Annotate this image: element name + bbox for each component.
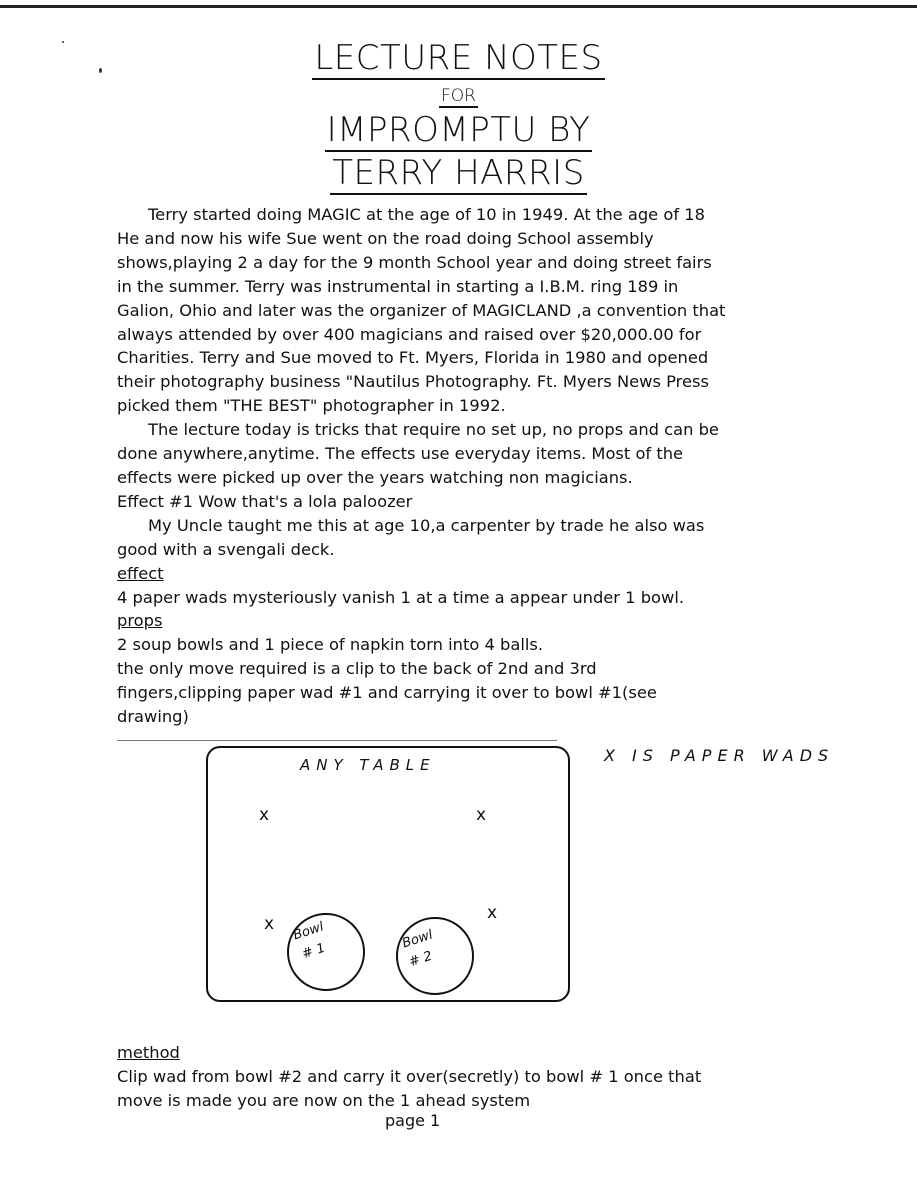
props-line: the only move required is a clip to the back of 2nd and 3rd (117, 659, 597, 679)
method-line: Clip wad from bowl #2 and carry it over(secretly) to bowl # 1 once that (117, 1067, 702, 1086)
divider (117, 740, 557, 741)
props-line: 2 soup bowls and 1 piece of napkin torn into 4 balls. (117, 635, 544, 655)
method-section (117, 1041, 701, 1113)
bio-line: in the summer. Terry was instrumental in starting a I.B.M. ring 189 in (117, 276, 679, 296)
effect-heading: effect (117, 563, 164, 583)
paper-wad-mark: x (264, 914, 275, 934)
title-line-2: FOR (441, 86, 476, 106)
paper-wad-mark: x (487, 903, 498, 923)
method-heading: method (117, 1043, 180, 1062)
title-line-1: LECTURE NOTES (314, 38, 603, 78)
effect-text: 4 paper wads mysteriously vanish 1 at a time a appear under 1 bowl. (117, 587, 685, 607)
body-text (117, 203, 817, 729)
page-number: page 1 (385, 1111, 441, 1130)
bio-line: picked them "THE BEST" photographer in 1992. (117, 396, 506, 416)
bio-line: their photography business "Nautilus Photography. Ft. Myers News Press (117, 372, 709, 392)
bio-line: shows,playing 2 a day for the 9 month School year and doing street fairs (117, 252, 712, 272)
lecture-line: The lecture today is tricks that require no set up, no props and can be (148, 420, 719, 440)
legend-label: X IS PAPER WADS (604, 746, 835, 765)
table-label: ANY TABLE (300, 756, 436, 774)
top-rule (0, 5, 917, 8)
paper-wad-mark: x (476, 805, 487, 825)
bowl-2-label: Bowl (400, 927, 435, 952)
props-line: drawing) (117, 707, 189, 727)
method-line: move is made you are now on the 1 ahead system (117, 1091, 531, 1110)
lecture-line: effects were picked up over the years watching non magicians. (117, 467, 633, 487)
bio-line: Terry started doing MAGIC at the age of 10 in 1949. At the age of 18 (148, 205, 705, 224)
table-drawing (206, 746, 570, 1002)
bowl-1-number: # 1 (300, 940, 328, 963)
bowl-2-number: # 2 (407, 948, 435, 971)
bio-line: Charities. Terry and Sue moved to Ft. Myers, Florida in 1980 and opened (117, 348, 709, 368)
lecture-line: done anywhere,anytime. The effects use everyday items. Most of the (117, 444, 684, 464)
props-line: fingers,clipping paper wad #1 and carrying it over to bowl #1(see (117, 683, 657, 703)
title-line-3: IMPROMPTU BY (326, 110, 591, 150)
bio-line: Galion, Ohio and later was the organizer of MAGICLAND ,a convention that (117, 300, 726, 320)
props-heading: props (117, 611, 163, 631)
bio-line: He and now his wife Sue went on the road doing School assembly (117, 228, 654, 248)
title-line-4: TERRY HARRIS (332, 153, 585, 193)
bio-line: always attended by over 400 magicians and raised over $20,000.00 for (117, 324, 702, 344)
bowl-1-label: Bowl (291, 919, 326, 944)
uncle-line: My Uncle taught me this at age 10,a carpenter by trade he also was (148, 515, 705, 535)
uncle-line: good with a svengali deck. (117, 539, 335, 559)
paper-wad-mark: x (259, 805, 270, 825)
effect-title: Effect #1 Wow that's a lola paloozer (117, 491, 413, 511)
